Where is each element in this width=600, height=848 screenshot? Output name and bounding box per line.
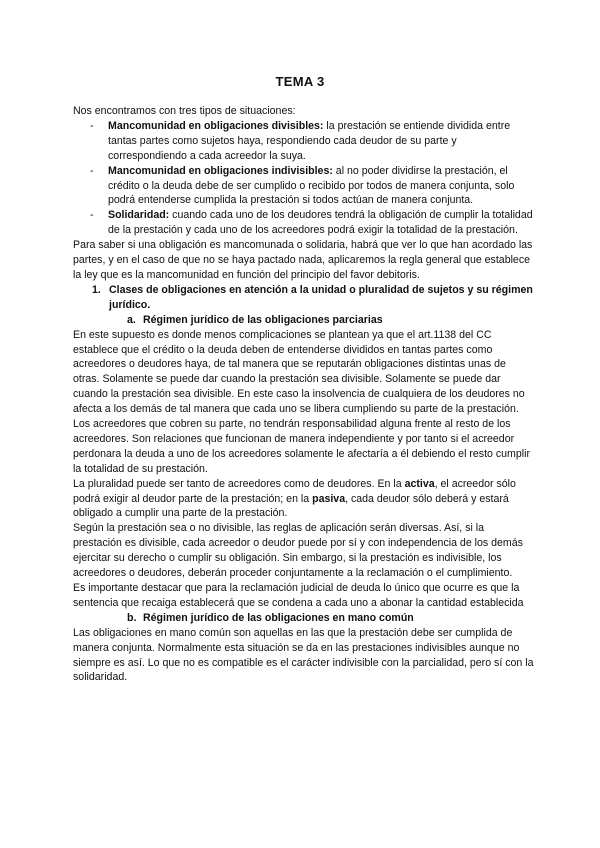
subsection-heading-a	[73, 313, 535, 328]
list-item-text: al no poder dividirse la prestación, el crédito o la deuda debe de ser cumplido o recibido por todos de manera conjunta, solo podrá entenderse cumplida la prestación si todos actúan de manera conjunta.	[108, 164, 515, 207]
list-item	[108, 119, 535, 164]
subsection-heading-b	[73, 611, 535, 626]
paragraph-parciarias-4: Es importante destacar que para la reclamación judicial de deuda lo único que ocurre es que la sentencia que recaiga establecerá que se condena a cada uno a abonar la cantidad establecida	[73, 582, 524, 609]
text-run: La pluralidad puede ser tanto de acreedores como de deudores. En la	[73, 477, 405, 490]
list-item-term: Mancomunidad en obligaciones indivisibles:	[108, 164, 333, 177]
subsection-heading-text: Régimen jurídico de las obligaciones en mano común	[143, 611, 414, 624]
paragraph-parciarias-3: Según la prestación sea o no divisible, las reglas de aplicación serán diversas. Así, si la prestación es divisible, cada acreedor o deudor puede por sí y con independencia de los demás ejercitar su derecho o cumplir su obligación. Sin embargo, si la prestación es indivisible, los acreedores o deudores, deberán proceder conjuntamente a la reclamación o el cumplimiento.	[73, 522, 523, 580]
term-activa: activa	[404, 477, 435, 490]
text-run: , cada deudor sólo deberá y estará obligado a cumplir una parte de la prestación.	[73, 492, 509, 520]
section-heading-text: Clases de obligaciones en atención a la unidad o pluralidad de sujetos y su régimen jurídico.	[109, 283, 533, 311]
situations-list	[73, 119, 535, 238]
list-item-term: Solidaridad:	[108, 209, 170, 222]
document-body	[73, 104, 535, 685]
paragraph-para-saber: Para saber si una obligación es mancomunada o solidaria, habrá que ver lo que han acordado las partes, y en el caso de que no se haya pactado nada, aplicaremos la regla general que establece la ley que es la mancomunidad en función del principio del favor debitoris.	[73, 239, 533, 281]
section-heading-1	[73, 283, 535, 313]
list-item	[108, 164, 535, 209]
list-item	[108, 208, 535, 238]
page-title: TEMA 3	[275, 74, 325, 89]
paragraph-mano-comun: Las obligaciones en mano común son aquellas en las que la prestación debe ser cumplida de manera conjunta. Normalmente esta situación se da en las prestaciones indivisibles aunque no siempre es así. Lo que no es compatible es el carácter indivisible con la parcialidad, pero sí con la solidaridad.	[73, 626, 534, 684]
subsection-letter: b.	[127, 611, 137, 624]
list-item-text: cuando cada uno de los deudores tendrá la obligación de cumplir la totalidad de la prestación y cada uno de los acreedores podrá exigir la totalidad de la prestación.	[108, 209, 533, 237]
paragraph-parciarias-2	[73, 477, 535, 522]
paragraph-parciarias-1: En este supuesto es donde menos complicaciones se plantean ya que el art.1138 del CC establece que el crédito o la deuda deben de entenderse divididos en tantas partes como acreedores o deudores haya, de tal manera que se reputarán obligaciones distintas unas de otras. Solamente se puede dar cuando la prestación sea divisible. Solamente se puede dar cuando la prestación sea divisible. En este caso la insolvencia de cualquiera de los deudores no afecta a los demás de tal manera que cada uno se libera cumpliendo su parte de la prestación. Los acreedores que cobren su parte, no tendrán responsabilidad alguna frente al resto de los acreedores. Son relaciones que funcionan de manera independiente y por tanto si el acreedor perdonara la deuda a uno de los acreedores solamente le afectaría a él debiendo el resto cumplir la totalidad de su prestación.	[73, 328, 531, 475]
subsection-heading-text: Régimen jurídico de las obligaciones parciarias	[143, 313, 383, 326]
list-item-term: Mancomunidad en obligaciones divisibles:	[108, 119, 324, 132]
term-pasiva: pasiva	[312, 492, 346, 505]
subsection-letter: a.	[127, 313, 136, 326]
list-item-text: la prestación se entiende dividida entre tantas partes como sujetos haya, respondiendo cada deudor de su parte y correspondiendo a cada acreedor la suya.	[108, 119, 511, 162]
section-number: 1.	[92, 283, 101, 296]
text-run: , el acreedor sólo podrá exigir al deudor parte de la prestación; en la	[73, 477, 516, 505]
intro-paragraph: Nos encontramos con tres tipos de situaciones:	[73, 105, 296, 117]
